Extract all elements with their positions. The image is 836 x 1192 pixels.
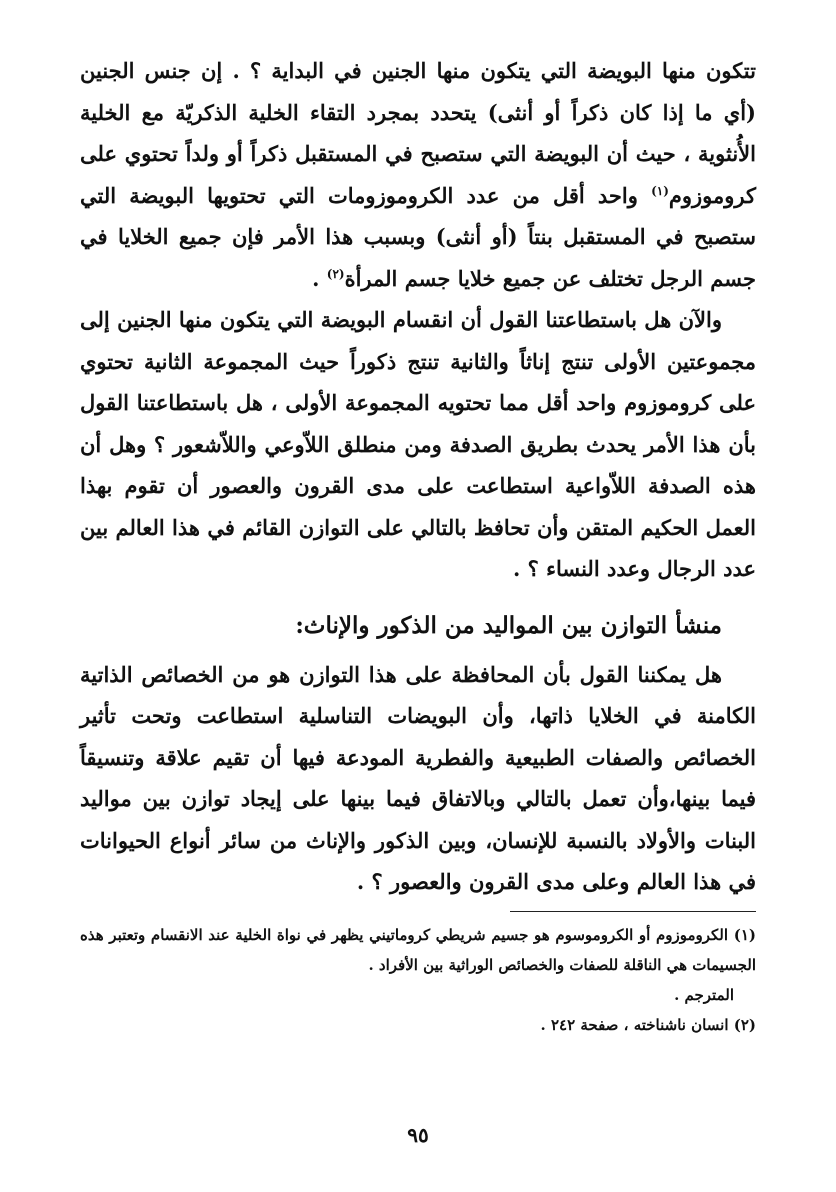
footnote-2-number: (٢) bbox=[733, 1015, 756, 1034]
paragraph-1-end: . bbox=[312, 265, 327, 291]
paragraph-1-text: تتكون منها البويضة التي يتكون منها الجنين في البداية ؟ . إن جنس الجنين (أي ما إذا كان ذكراً أو أنثى) يتحدد بمجرد التقاء الخلية الذكريّة مع الخلية الأُنثوية ، حيث أن البويضة التي ستصبح في المستقبل ذكراً أو ولداً تحتوي على كروموزوم bbox=[80, 58, 756, 208]
page-number: ٩٥ bbox=[407, 1123, 429, 1147]
footnote-1-text: الكروموزوم أو الكروموسوم هو جسيم شريطي كروماتيني يظهر في نواة الخلية عند الانقسام وتعتبر هذه الجسيمات هي الناقلة للصفات والخصائص الوراثية بين الأفراد . bbox=[80, 925, 756, 974]
footnote-1 bbox=[80, 920, 756, 1010]
footnote-1-translator: المترجم . bbox=[674, 985, 734, 1004]
footnote-ref-2[interactable]: (٢) bbox=[326, 266, 345, 281]
footnote-ref-1[interactable]: (١) bbox=[651, 183, 669, 198]
footnote-divider bbox=[510, 911, 756, 912]
page-body bbox=[80, 50, 756, 1040]
footnote-1-number: (١) bbox=[733, 925, 756, 944]
paragraph-3: هل يمكننا القول بأن المحافظة على هذا التوازن هو من الخصائص الذاتية الكامنة في الخلايا ذاتها، وأن البويضات التناسلية استطاعت وتحت تأثير الخصائص والصفات الطبيعية والفطرية المودعة فيها أن تقيم علاقة وتنسيقاً فيما بينها،وأن تعمل بالتالي وبالاتفاق فيما بينها على إيجاد توازن بين مواليد البنات والأولاد بالنسبة للإنسان، وبين الذكور والإناث من سائر أنواع الحيوانات في هذا العالم وعلى مدى القرون والعصور ؟ . bbox=[80, 661, 756, 894]
footnote-2 bbox=[80, 1010, 756, 1040]
section-heading: منشأ التوازن بين المواليد من الذكور والإناث: bbox=[295, 611, 722, 639]
paragraph-1-text-cont: واحد أقل من عدد الكروموزومات التي تحتويها البويضة التي ستصبح في المستقبل بنتاً (أو أنثى) وبسبب هذا الأمر فإن جميع الخلايا في جسم الرجل تختلف عن جميع خلايا جسم المرأة bbox=[80, 182, 756, 291]
footnote-2-text: انسان ناشناخته ، صفحة ٢٤٢ . bbox=[540, 1015, 729, 1034]
paragraph-1 bbox=[80, 50, 756, 299]
paragraph-2: والآن هل باستطاعتنا القول أن انقسام البويضة التي يتكون منها الجنين إلى مجموعتين الأولى تنتج إناثاً والثانية تنتج ذكوراً حيث المجموعة الثانية تحتوي على كروموزوم واحد أقل مما تحتويه المجموعة الأولى ، هل باستطاعتنا القول بأن هذا الأمر يحدث بطريق الصدفة ومن منطلق اللاّوعي واللاّشعور ؟ وهل أن هذه الصدفة اللاّواعية استطاعت على مدى القرون والعصور أن تقوم بهذا العمل الحكيم المتقن وأن تحافظ بالتالي على التوازن القائم في هذا العالم بين عدد الرجال وعدد النساء ؟ . bbox=[80, 307, 756, 581]
